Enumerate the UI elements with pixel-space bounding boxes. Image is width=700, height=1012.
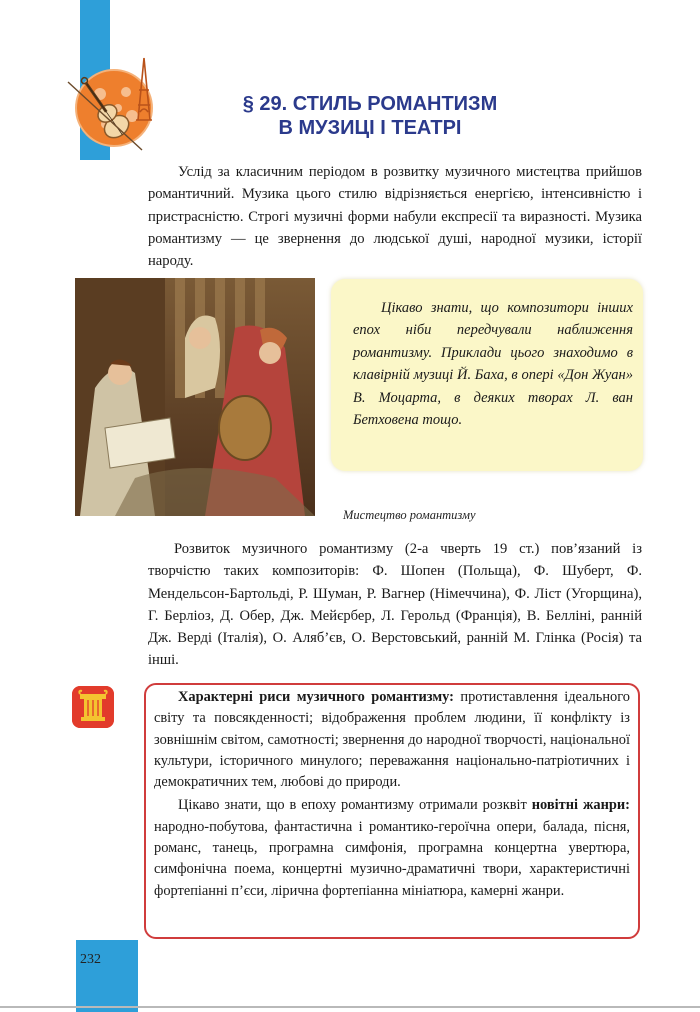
composers-text: Розвиток музичного романтизму (2-а чверть 19 ст.) пов’язаний із творчістю таких композиторів: Ф. Шопен (Польща), Ф. Шуберт, Ф. Мендельсон-Бартольді, Р. Шуман, Р. Вагнер (Німеччина), Ф. Ліст (Угорщина), Г. Берліоз, Д. Обер, Дж. Мейєрбер, Л. Герольд (Франція), В. Белліні, ранній Дж. Верді (Італія), О. Аляб’єв, О. Верстовський, ранній М. Глінка (Росія) та інші. xyxy=(148,541,642,669)
characteristics-paragraph xyxy=(154,687,630,793)
title-line-1: § 29. СТИЛЬ РОМАНТИЗМ xyxy=(242,93,498,115)
genres-paragraph xyxy=(154,795,630,901)
genres-intro: Цікаво знати, що в епоху романтизму отримали розквіт xyxy=(178,797,532,814)
characteristics-text: протиставлення ідеального світу та повсякденності; відображення проблем людини, її конфлікту із зовнішнім світом, самотності; звернення до народної творчості, національної культури, історичного минулого; переважання національно-патріотичних і демократичних тем, любові до природи. xyxy=(154,689,630,791)
page-number: 232 xyxy=(80,952,101,967)
bottom-divider xyxy=(0,1006,700,1008)
intro-paragraph xyxy=(148,161,642,272)
page-title xyxy=(190,92,550,140)
violin-eiffel-emblem-icon xyxy=(62,50,172,160)
characteristics-heading: Характерні риси музичного романтизму: xyxy=(178,689,454,705)
page-accent-bar-bottom xyxy=(76,940,138,1012)
image-caption: Мистецтво романтизму xyxy=(343,508,476,522)
column-icon xyxy=(72,686,114,728)
did-you-know-note xyxy=(331,279,643,471)
genres-text: народно-побутова, фантастична і романтико-героїчна опери, балада, пісня, романс, танець, програмна симфонія, програмна концертна увертюра, симфонічна поема, концертні музично-драматичні твори, характеристичні фортепіанні п’єси, лірична фортепіанна мініатюра, камерні жанри. xyxy=(154,818,630,899)
genres-heading: новітні жанри: xyxy=(531,797,630,814)
characteristics-box xyxy=(144,683,640,939)
romanticism-painting xyxy=(75,278,315,516)
note-text: Цікаво знати, що композитори інших епох ніби передчували наближення романтизму. Приклади цього знаходимо в клавірній музиці Й. Баха, в опері «Дон Жуан» В. Моцарта, в деяких творах Л. ван Бетховена тощо. xyxy=(353,300,633,429)
intro-text: Услід за класичним періодом в розвитку музичного мистецтва прийшов романтичний. Музика цього стилю відрізняється енергією, інтенсивністю і пристрасністю. Строгі музичні форми набули експресії та виразності. Музика романтизму — це звернення до людської душі, народної музики, історії народу. xyxy=(148,164,642,270)
title-line-2: В МУЗИЦІ І ТЕАТРІ xyxy=(278,117,462,139)
composers-paragraph xyxy=(148,538,642,672)
box-text xyxy=(154,687,630,902)
